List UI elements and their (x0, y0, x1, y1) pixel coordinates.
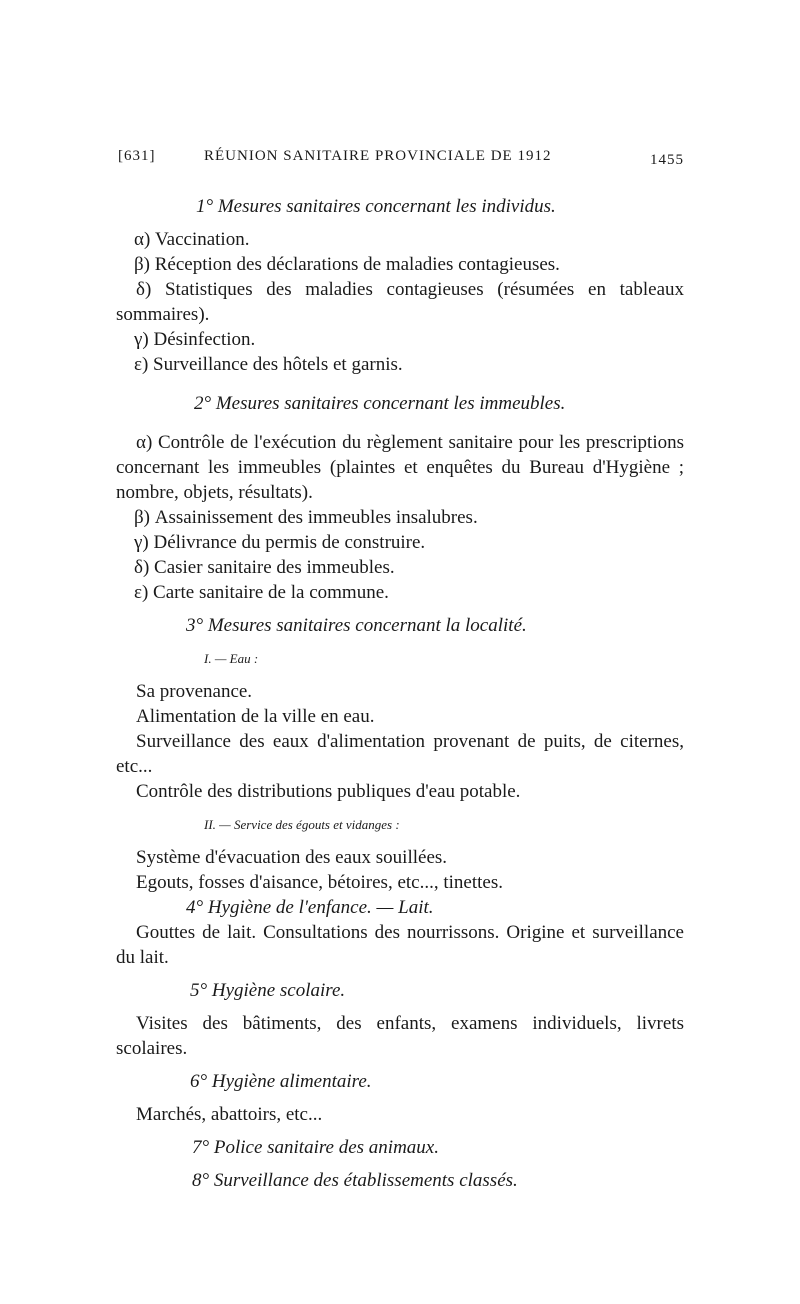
section-5-text: Visites des bâtiments, des enfants, examens individuels, livrets scolaires. (116, 1013, 684, 1059)
section-2-title: 2° Mesures sanitaires concernant les immeubles. (194, 393, 566, 414)
section-5-title: 5° Hygiène scolaire. (190, 980, 346, 1001)
list-item: Surveillance des eaux d'alimentation provenant de puits, de citernes, etc... (116, 731, 684, 777)
section-6-title: 6° Hygiène alimentaire. (190, 1071, 372, 1092)
section-4-text: Gouttes de lait. Consultations des nourrissons. Origine et surveillance du lait. (116, 922, 684, 968)
list-item: Egouts, fosses d'aisance, bétoires, etc..., tinettes. (136, 872, 503, 893)
list-item: δ) Casier sanitaire des immeubles. (134, 557, 395, 578)
list-item: α) Vaccination. (134, 229, 250, 250)
page-number: 1455 (650, 152, 684, 168)
list-item: ε) Carte sanitaire de la commune. (134, 582, 389, 603)
section-4-title: 4° Hygiène de l'enfance. — Lait. (186, 897, 434, 918)
running-title: RÉUNION SANITAIRE PROVINCIALE DE 1912 (204, 148, 552, 164)
subsection-2-title: II. — Service des égouts et vidanges : (204, 817, 400, 832)
section-1-title: 1° Mesures sanitaires concernant les individus. (196, 196, 556, 217)
section-6-text: Marchés, abattoirs, etc... (136, 1104, 323, 1125)
list-item: Système d'évacuation des eaux souillées. (136, 847, 448, 868)
list-item: γ) Désinfection. (134, 329, 256, 350)
list-item: δ) Statistiques des maladies contagieuses (résumées en tableaux sommaires). (116, 279, 684, 325)
list-item: γ) Délivrance du permis de construire. (134, 532, 426, 553)
list-item: β) Réception des déclarations de maladies contagieuses. (134, 254, 560, 275)
list-item: ε) Surveillance des hôtels et garnis. (134, 354, 403, 375)
section-8-title: 8° Surveillance des établissements classés. (192, 1170, 518, 1191)
list-item: Alimentation de la ville en eau. (136, 706, 375, 727)
page-number-bracketed: [631] (118, 148, 156, 164)
list-item: α) Contrôle de l'exécution du règlement sanitaire pour les prescriptions concernant les immeubles (plaintes et enquêtes du Bureau d'Hygiène ; nombre, objets, résultats). (116, 432, 684, 503)
list-item: β) Assainissement des immeubles insalubres. (134, 507, 478, 528)
list-item: Sa provenance. (136, 681, 253, 702)
section-7-title: 7° Police sanitaire des animaux. (192, 1137, 439, 1158)
page-body (116, 194, 684, 1193)
subsection-1-title: I. — Eau : (204, 651, 259, 666)
list-item: Contrôle des distributions publiques d'eau potable. (136, 781, 521, 802)
section-3-title: 3° Mesures sanitaires concernant la localité. (186, 615, 527, 636)
